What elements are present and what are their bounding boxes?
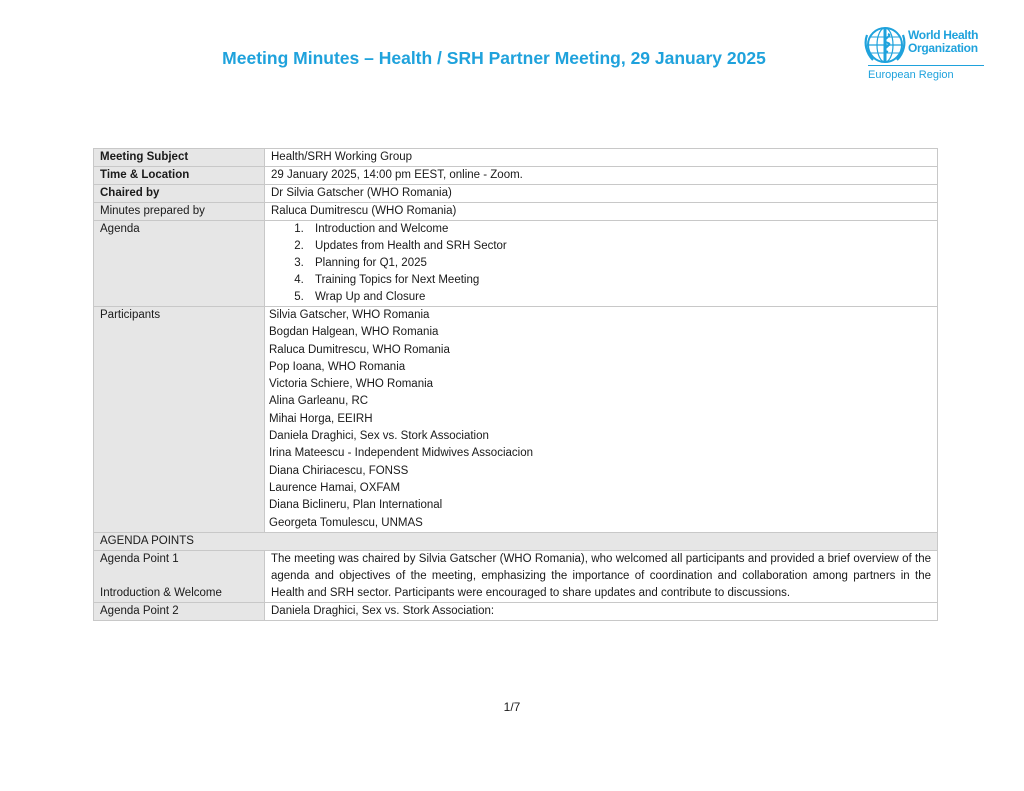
agenda-item: 1. Introduction and Welcome: [307, 221, 931, 238]
meta-value: Raluca Dumitrescu (WHO Romania): [265, 203, 938, 221]
participant: Bogdan Halgean, WHO Romania: [269, 326, 439, 339]
participant: Laurence Hamai, OXFAM: [269, 481, 401, 494]
agenda-list-cell: [265, 221, 938, 307]
meta-value: Health/SRH Working Group: [265, 149, 938, 167]
agenda-point-text: The meeting was chaired by Silvia Gatscher (WHO Romania), who welcomed all participants and provided a brief overview of the agenda and objectives of the meeting, emphasizing the importance of coordination and collaboration among partners in the Health and SRH sector. Participants were encouraged to share updates and contribute to discussions.: [265, 550, 938, 602]
agenda-point-row: [94, 550, 938, 602]
minutes-table: [93, 148, 938, 621]
participant: Daniela Draghici, Sex vs. Stork Association: [269, 430, 489, 443]
participant: Victoria Schiere, WHO Romania: [269, 378, 434, 391]
agenda-item: 3. Planning for Q1, 2025: [307, 255, 931, 272]
who-wordmark: [908, 29, 978, 55]
agenda-point-label-cell: [94, 550, 265, 602]
logo-line-1: World Health: [908, 28, 979, 42]
who-logo: [864, 25, 989, 85]
agenda-point-label-cell: [94, 602, 265, 620]
meta-label: Minutes prepared by: [94, 203, 265, 221]
participant: Alina Garleanu, RC: [269, 395, 369, 408]
logo-region: European Region: [868, 69, 954, 81]
logo-line-2: Organization: [908, 41, 978, 55]
participant: Georgeta Tomulescu, UNMAS: [269, 516, 423, 529]
meta-row: [94, 167, 938, 185]
document-title: Meeting Minutes – Health / SRH Partner Meeting, 29 January 2025: [222, 48, 766, 68]
agenda-label: Agenda: [94, 221, 265, 307]
participant: Irina Mateescu - Independent Midwives Associacion: [269, 447, 534, 460]
meta-value: Dr Silvia Gatscher (WHO Romania): [265, 185, 938, 203]
agenda-row: [94, 221, 938, 307]
participant: Raluca Dumitrescu, WHO Romania: [269, 343, 450, 356]
participants-label: Participants: [94, 307, 265, 533]
agenda-point-text: Daniela Draghici, Sex vs. Stork Association:: [265, 602, 938, 620]
agenda-point-subtitle: Introduction & Welcome: [100, 586, 222, 599]
agenda-point-row: [94, 602, 938, 620]
page-number: 1/7: [503, 700, 521, 714]
agenda-list: [285, 221, 931, 306]
agenda-points-header: AGENDA POINTS: [94, 532, 938, 550]
meta-row: [94, 185, 938, 203]
agenda-item: 5. Wrap Up and Closure: [307, 289, 931, 306]
agenda-point-label: Agenda Point 2: [100, 604, 179, 617]
agenda-item: 2. Updates from Health and SRH Sector: [307, 238, 931, 255]
agenda-points-header-row: [94, 532, 938, 550]
agenda-item: 4. Training Topics for Next Meeting: [307, 272, 931, 289]
participants-row: [94, 307, 938, 533]
who-emblem-icon: [864, 25, 906, 65]
participant: Mihai Horga, EEIRH: [269, 412, 373, 425]
agenda-point-label: Agenda Point 1: [100, 552, 179, 565]
meta-label: Chaired by: [94, 185, 265, 203]
meta-row: [94, 203, 938, 221]
meta-row: [94, 149, 938, 167]
meta-label: Time & Location: [94, 167, 265, 185]
participant: Silvia Gatscher, WHO Romania: [269, 309, 430, 321]
logo-divider: [868, 65, 984, 66]
meta-value: 29 January 2025, 14:00 pm EEST, online - Zoom.: [265, 167, 938, 185]
participant: Diana Biclineru, Plan International: [269, 499, 443, 512]
participant: Pop Ioana, WHO Romania: [269, 360, 406, 373]
participants-list: [265, 307, 938, 533]
meta-label: Meeting Subject: [94, 149, 265, 167]
participant: Diana Chiriacescu, FONSS: [269, 464, 409, 477]
